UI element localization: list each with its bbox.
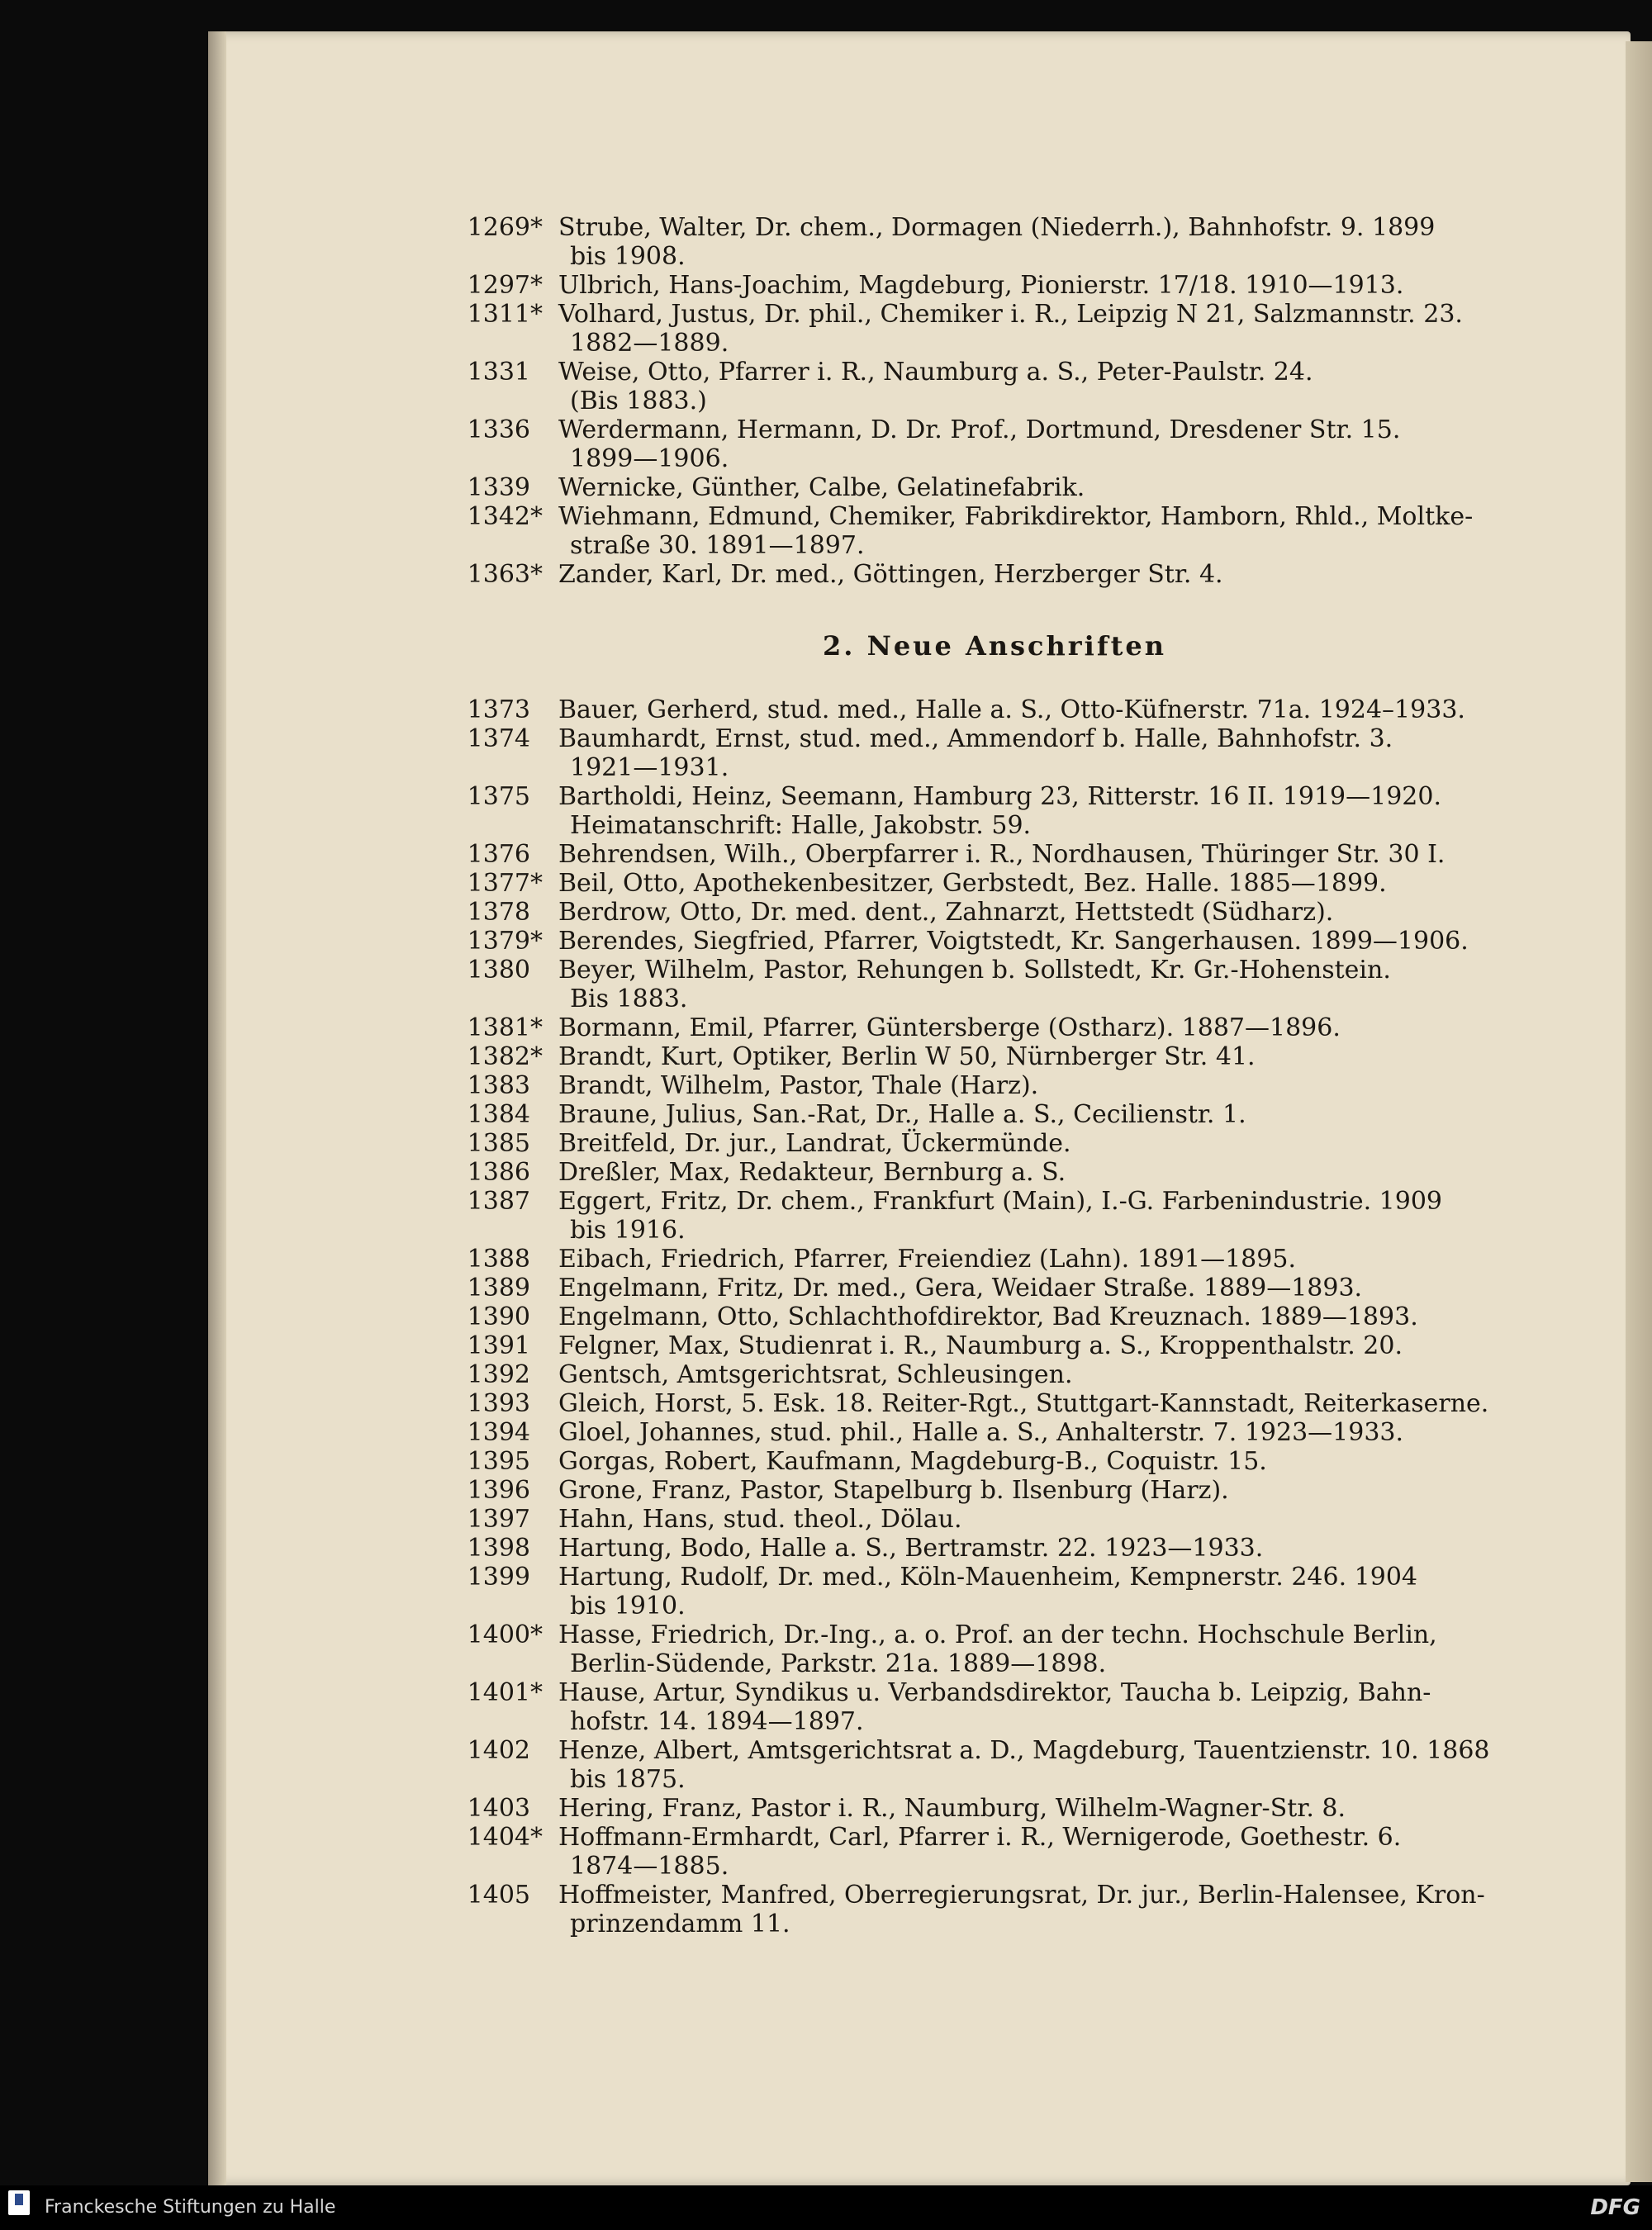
entry-number: 1384 <box>467 1100 530 1129</box>
entry-continuation: bis 1910. <box>570 1592 686 1620</box>
list-item <box>459 1274 1530 1302</box>
entry-text: Hahn, Hans, stud. theol., Dölau. <box>558 1505 962 1534</box>
entry-text: Baumhardt, Ernst, stud. med., Ammendorf b. Halle, Bahnhofstr. 3. <box>558 724 1393 753</box>
entry-text: Gorgas, Robert, Kaufmann, Magdeburg-B., Coquistr. 15. <box>558 1447 1267 1476</box>
entry-number: 1363 <box>467 560 530 589</box>
entry-marker: * <box>530 927 543 956</box>
entry-marker: * <box>530 560 543 589</box>
entry-text: Berdrow, Otto, Dr. med. dent., Zahnarzt, Hettstedt (Südharz). <box>558 898 1334 927</box>
list-item <box>459 1736 1530 1794</box>
entry-number: 1383 <box>467 1071 530 1100</box>
entry-text: Ulbrich, Hans-Joachim, Magdeburg, Pionierstr. 17/18. 1910—1913. <box>558 271 1404 300</box>
list-item <box>459 415 1530 473</box>
entry-continuation: straße 30. 1891—1897. <box>570 531 865 560</box>
entry-number: 1390 <box>467 1302 530 1331</box>
entry-number: 1379 <box>467 927 530 956</box>
entry-number: 1399 <box>467 1563 530 1592</box>
list-item <box>459 1245 1530 1274</box>
entry-marker: * <box>530 1678 543 1707</box>
entry-number: 1396 <box>467 1476 530 1505</box>
entry-number: 1378 <box>467 898 530 927</box>
entry-number: 1375 <box>467 782 530 811</box>
entry-number: 1391 <box>467 1331 530 1360</box>
entry-text: Gentsch, Amtsgerichtsrat, Schleusingen. <box>558 1360 1073 1389</box>
entry-continuation: prinzendamm 11. <box>570 1910 790 1938</box>
entry-number: 1398 <box>467 1534 530 1563</box>
entry-marker: * <box>530 271 543 300</box>
viewer-footer <box>0 2185 1652 2230</box>
list-item <box>459 956 1530 1013</box>
list-item <box>459 1071 1530 1100</box>
entry-marker: * <box>530 1823 543 1852</box>
entry-continuation: 1921—1931. <box>570 753 729 782</box>
list-item <box>459 869 1530 898</box>
entry-number: 1404 <box>467 1823 530 1852</box>
entry-number: 1401 <box>467 1678 530 1707</box>
list-item <box>459 1100 1530 1129</box>
list-item <box>459 1678 1530 1736</box>
entry-text: Behrendsen, Wilh., Oberpfarrer i. R., Nordhausen, Thüringer Str. 30 I. <box>558 840 1446 869</box>
entry-number: 1382 <box>467 1042 530 1071</box>
entry-number: 1342 <box>467 502 530 531</box>
list-item <box>459 1013 1530 1042</box>
list-item <box>459 1360 1530 1389</box>
entry-continuation: bis 1916. <box>570 1216 686 1245</box>
list-item <box>459 473 1530 502</box>
list-item <box>459 1534 1530 1563</box>
entry-text: Beil, Otto, Apothekenbesitzer, Gerbstedt, Bez. Halle. 1885—1899. <box>558 869 1387 898</box>
entry-text: Strube, Walter, Dr. chem., Dormagen (Niederrh.), Bahnhofstr. 9. 1899 <box>558 213 1436 242</box>
entry-text: Eibach, Friedrich, Pfarrer, Freiendiez (Lahn). 1891—1895. <box>558 1245 1296 1274</box>
list-item <box>459 1881 1530 1938</box>
entry-number: 1388 <box>467 1245 530 1274</box>
entry-number: 1394 <box>467 1418 530 1447</box>
dfg-logo: DFG <box>1590 2195 1640 2220</box>
list-item <box>459 1505 1530 1534</box>
list-item <box>459 1476 1530 1505</box>
entry-number: 1269 <box>467 213 530 242</box>
entry-number: 1336 <box>467 415 530 444</box>
entry-text: Hoffmann-Ermhardt, Carl, Pfarrer i. R., Wernigerode, Goethestr. 6. <box>558 1823 1402 1852</box>
list-item <box>459 1042 1530 1071</box>
entry-text: Bartholdi, Heinz, Seemann, Hamburg 23, Ritterstr. 16 II. 1919—1920. <box>558 782 1442 811</box>
entry-text: Brandt, Wilhelm, Pastor, Thale (Harz). <box>558 1071 1039 1100</box>
entry-number: 1395 <box>467 1447 530 1476</box>
entry-number: 1402 <box>467 1736 530 1765</box>
entry-number: 1400 <box>467 1620 530 1649</box>
entry-text: Hasse, Friedrich, Dr.-Ing., a. o. Prof. an der techn. Hochschule Berlin, <box>558 1620 1437 1649</box>
entry-text: Bormann, Emil, Pfarrer, Güntersberge (Ostharz). 1887—1896. <box>558 1013 1341 1042</box>
list-item <box>459 358 1530 415</box>
list-item <box>459 840 1530 869</box>
entry-continuation: Bis 1883. <box>570 985 688 1013</box>
list-item <box>459 898 1530 927</box>
entry-continuation: 1874—1885. <box>570 1852 729 1881</box>
entry-number: 1397 <box>467 1505 530 1534</box>
list-item <box>459 300 1530 358</box>
entry-number: 1403 <box>467 1794 530 1823</box>
entry-text: Hartung, Bodo, Halle a. S., Bertramstr. 22. 1923—1933. <box>558 1534 1264 1563</box>
entry-continuation: 1882—1889. <box>570 329 729 358</box>
entry-text: Braune, Julius, San.-Rat, Dr., Halle a. S., Cecilienstr. 1. <box>558 1100 1246 1129</box>
list-item <box>459 927 1530 956</box>
entry-number: 1392 <box>467 1360 530 1389</box>
entry-number: 1331 <box>467 358 530 387</box>
entry-marker: * <box>530 1013 543 1042</box>
entry-number: 1311 <box>467 300 530 329</box>
list-item <box>459 1302 1530 1331</box>
entry-number: 1339 <box>467 473 530 502</box>
entry-marker: * <box>530 300 543 329</box>
list-item <box>459 271 1530 300</box>
entry-continuation: Berlin-Südende, Parkstr. 21a. 1889—1898. <box>570 1649 1107 1678</box>
entry-number: 1405 <box>467 1881 530 1910</box>
list-item <box>459 782 1530 840</box>
entry-marker: * <box>530 1042 543 1071</box>
entry-text: Breitfeld, Dr. jur., Landrat, Ückermünde. <box>558 1129 1071 1158</box>
entry-text: Werdermann, Hermann, D. Dr. Prof., Dortmund, Dresdener Str. 15. <box>558 415 1401 444</box>
entry-number: 1386 <box>467 1158 530 1187</box>
entry-text: Gleich, Horst, 5. Esk. 18. Reiter-Rgt., Stuttgart-Kannstadt, Reiterkaserne. <box>558 1389 1489 1418</box>
entry-number: 1380 <box>467 956 530 985</box>
list-item <box>459 1389 1530 1418</box>
entry-text: Henze, Albert, Amtsgerichtsrat a. D., Magdeburg, Tauentzienstr. 10. 1868 <box>558 1736 1490 1765</box>
page-content <box>459 213 1530 1938</box>
entry-number: 1389 <box>467 1274 530 1302</box>
list-item <box>459 1823 1530 1881</box>
list-item <box>459 1158 1530 1187</box>
entry-list-previous <box>459 213 1530 589</box>
entry-continuation: Heimatanschrift: Halle, Jakobstr. 59. <box>570 811 1032 840</box>
entry-number: 1385 <box>467 1129 530 1158</box>
entry-text: Berendes, Siegfried, Pfarrer, Voigtstedt, Kr. Sangerhausen. 1899—1906. <box>558 927 1469 956</box>
entry-number: 1387 <box>467 1187 530 1216</box>
entry-text: Engelmann, Otto, Schlachthofdirektor, Bad Kreuznach. 1889—1893. <box>558 1302 1418 1331</box>
institution-logo-icon <box>8 2190 30 2215</box>
entry-text: Volhard, Justus, Dr. phil., Chemiker i. R., Leipzig N 21, Salzmannstr. 23. <box>558 300 1463 329</box>
entry-marker: * <box>530 1620 543 1649</box>
entry-text: Bauer, Gerherd, stud. med., Halle a. S., Otto-Küfnerstr. 71a. 1924–1933. <box>558 695 1465 724</box>
entry-number: 1377 <box>467 869 530 898</box>
entry-text: Wiehmann, Edmund, Chemiker, Fabrikdirektor, Hamborn, Rhld., Moltke- <box>558 502 1474 531</box>
entry-text: Hoffmeister, Manfred, Oberregierungsrat, Dr. jur., Berlin-Halensee, Kron- <box>558 1881 1485 1910</box>
page-binding-shadow <box>208 31 226 2185</box>
list-item <box>459 1129 1530 1158</box>
list-item <box>459 724 1530 782</box>
list-item <box>459 560 1530 589</box>
section-heading: 2. Neue Anschriften <box>823 630 1166 662</box>
entry-text: Gloel, Johannes, stud. phil., Halle a. S., Anhalterstr. 7. 1923—1933. <box>558 1418 1404 1447</box>
list-item <box>459 502 1530 560</box>
entry-continuation: hofstr. 14. 1894—1897. <box>570 1707 864 1736</box>
entry-text: Zander, Karl, Dr. med., Göttingen, Herzberger Str. 4. <box>558 560 1223 589</box>
entry-marker: * <box>530 869 543 898</box>
entry-list-new-addresses <box>459 695 1530 1938</box>
entry-marker: * <box>530 502 543 531</box>
entry-continuation: 1899—1906. <box>570 444 729 473</box>
entry-text: Hering, Franz, Pastor i. R., Naumburg, Wilhelm-Wagner-Str. 8. <box>558 1794 1346 1823</box>
entry-text: Eggert, Fritz, Dr. chem., Frankfurt (Main), I.-G. Farbenindustrie. 1909 <box>558 1187 1442 1216</box>
entry-text: Engelmann, Fritz, Dr. med., Gera, Weidaer Straße. 1889—1893. <box>558 1274 1363 1302</box>
list-item <box>459 213 1530 271</box>
list-item <box>459 1187 1530 1245</box>
entry-text: Wernicke, Günther, Calbe, Gelatinefabrik. <box>558 473 1085 502</box>
entry-continuation: (Bis 1883.) <box>570 387 707 415</box>
list-item <box>459 1447 1530 1476</box>
list-item <box>459 1794 1530 1823</box>
entry-number: 1381 <box>467 1013 530 1042</box>
entry-text: Dreßler, Max, Redakteur, Bernburg a. S. <box>558 1158 1066 1187</box>
entry-number: 1297 <box>467 271 530 300</box>
list-item <box>459 1563 1530 1620</box>
entry-text: Hartung, Rudolf, Dr. med., Köln-Mauenheim, Kempnerstr. 246. 1904 <box>558 1563 1418 1592</box>
entry-continuation: bis 1908. <box>570 242 686 271</box>
entry-text: Beyer, Wilhelm, Pastor, Rehungen b. Sollstedt, Kr. Gr.-Hohenstein. <box>558 956 1391 985</box>
next-page-edge <box>1626 41 1652 2182</box>
entry-number: 1376 <box>467 840 530 869</box>
list-item <box>459 695 1530 724</box>
entry-number: 1373 <box>467 695 530 724</box>
entry-marker: * <box>530 213 543 242</box>
list-item <box>459 1620 1530 1678</box>
entry-text: Hause, Artur, Syndikus u. Verbandsdirektor, Taucha b. Leipzig, Bahn- <box>558 1678 1431 1707</box>
entry-continuation: bis 1875. <box>570 1765 686 1794</box>
entry-text: Weise, Otto, Pfarrer i. R., Naumburg a. S., Peter-Paulstr. 24. <box>558 358 1313 387</box>
list-item <box>459 1418 1530 1447</box>
entry-number: 1393 <box>467 1389 530 1418</box>
entry-number: 1374 <box>467 724 530 753</box>
entry-text: Brandt, Kurt, Optiker, Berlin W 50, Nürnberger Str. 41. <box>558 1042 1256 1071</box>
list-item <box>459 1331 1530 1360</box>
entry-text: Grone, Franz, Pastor, Stapelburg b. Ilsenburg (Harz). <box>558 1476 1229 1505</box>
institution-name: Franckesche Stiftungen zu Halle <box>45 2197 336 2218</box>
entry-text: Felgner, Max, Studienrat i. R., Naumburg a. S., Kroppenthalstr. 20. <box>558 1331 1403 1360</box>
